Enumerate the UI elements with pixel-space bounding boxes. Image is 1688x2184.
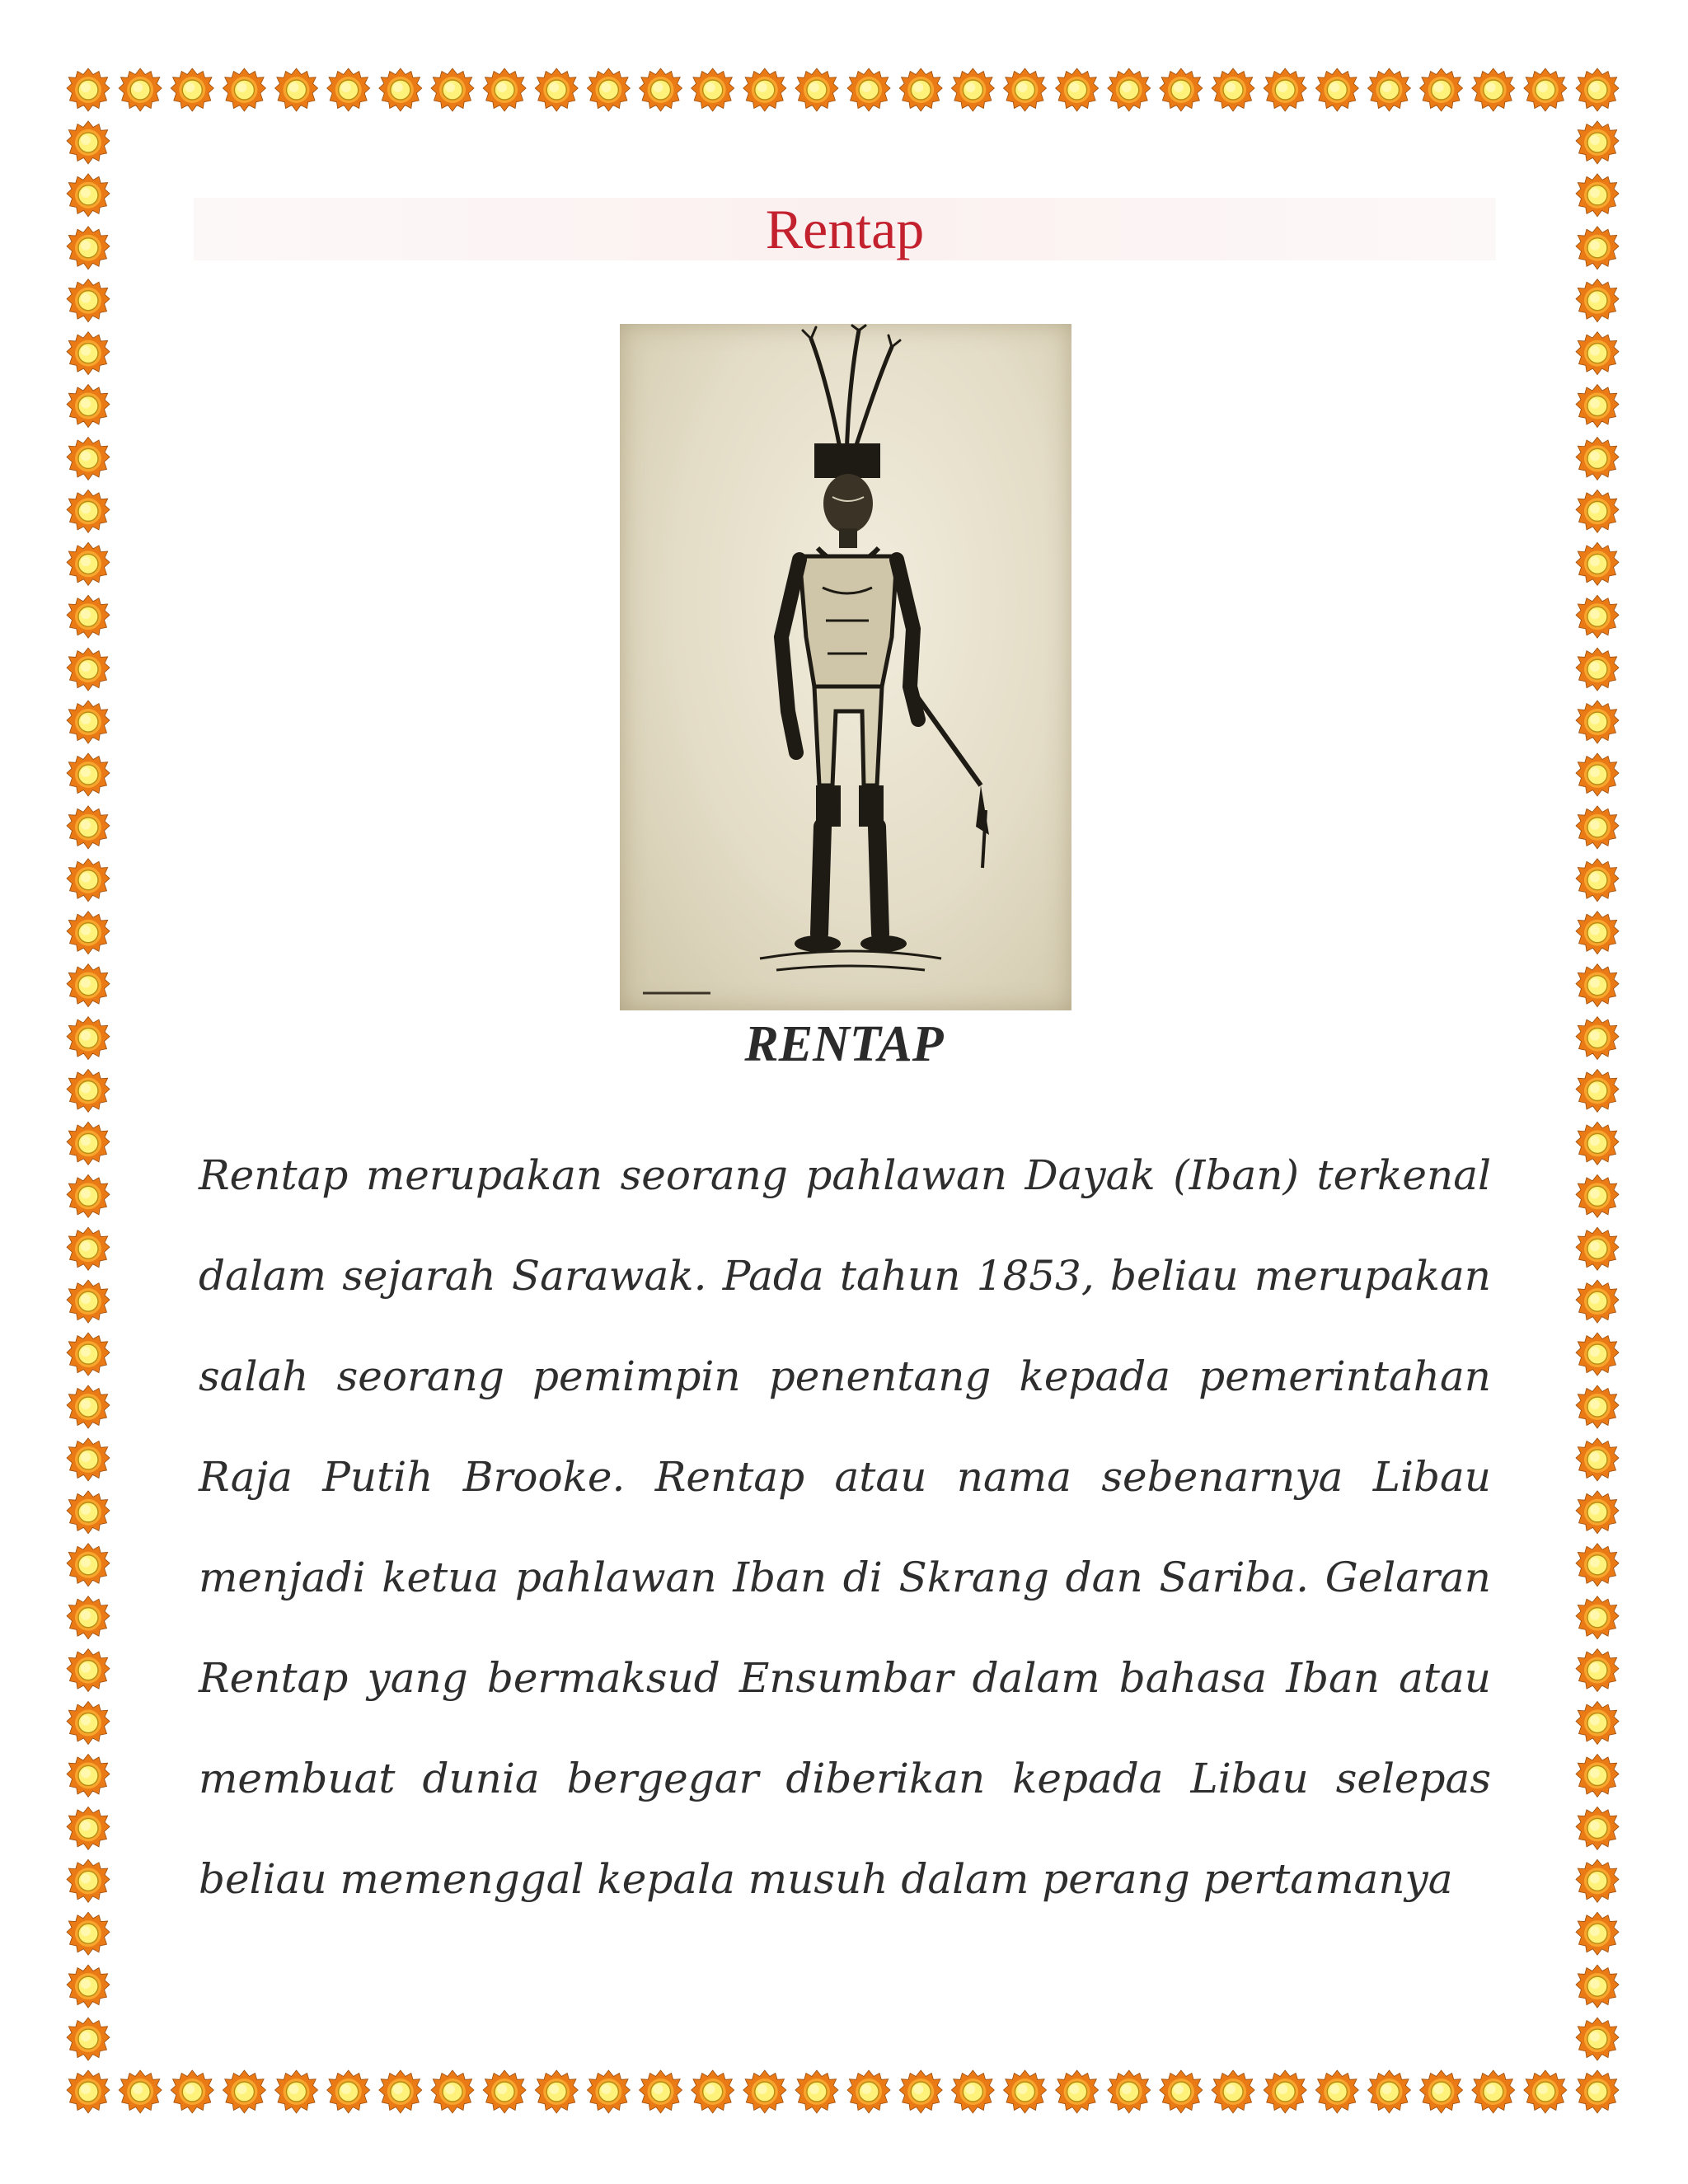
sun-icon — [692, 68, 734, 111]
sun-icon — [67, 1122, 110, 1165]
sun-icon — [743, 68, 786, 111]
sun-icon — [67, 753, 110, 796]
sun-icon — [1576, 1754, 1619, 1797]
sun-icon — [1576, 1912, 1619, 1955]
sun-icon — [1576, 437, 1619, 480]
sun-icon — [67, 1333, 110, 1376]
sun-icon — [743, 2070, 786, 2113]
sun-icon — [1264, 2070, 1306, 2113]
sun-icon — [1576, 227, 1619, 269]
sun-icon — [1420, 2070, 1463, 2113]
sun-icon — [1576, 542, 1619, 585]
sun-icon — [67, 1807, 110, 1849]
sun-icon — [67, 1912, 110, 1955]
body-paragraph: Rentap merupakan seorang pahlawan Dayak (Iban) terkenal dalam sejarah Sarawak. Pada tahun 1853, beliau merupakan salah seorang pemimpin penentang kepada pemerintahan Raja Putih Brooke. Rentap atau nama sebenarnya Libau menjadi ketua pahlawan Iban di Skrang dan Sariba. Gelaran Rentap yang bermaksud Ensumbar dalam bahasa Iban atau membuat dunia bergegar diberikan kepada Libau selepas beliau memenggal kepala musuh dalam perang pertamanya — [199, 1151, 1491, 1903]
sun-icon — [1003, 68, 1046, 111]
sun-icon — [640, 2070, 682, 2113]
title-band — [194, 198, 1496, 260]
sun-icon — [1576, 1227, 1619, 1270]
sun-icon — [223, 68, 265, 111]
sun-icon — [67, 912, 110, 954]
sun-icon — [847, 2070, 890, 2113]
sun-icon — [1576, 753, 1619, 796]
sun-icon — [1576, 174, 1619, 217]
sun-icon — [67, 68, 110, 111]
sun-icon — [535, 2070, 578, 2113]
sun-icon — [223, 2070, 265, 2113]
sun-icon — [1003, 2070, 1046, 2113]
sun-icon — [431, 2070, 474, 2113]
sun-icon — [951, 68, 994, 111]
sun-icon — [1576, 701, 1619, 743]
sun-icon — [795, 2070, 838, 2113]
sun-icon — [67, 437, 110, 480]
sun-icon — [1576, 385, 1619, 428]
sun-icon — [275, 68, 318, 111]
sun-icon — [1524, 68, 1567, 111]
sun-icon — [1108, 68, 1151, 111]
sun-icon — [67, 1544, 110, 1586]
sun-icon — [1472, 68, 1515, 111]
sun-icon — [1367, 2070, 1410, 2113]
sun-icon — [1576, 648, 1619, 691]
sun-icon — [67, 2018, 110, 2060]
sun-icon — [1056, 68, 1099, 111]
sun-icon — [275, 2070, 318, 2113]
sun-icon — [67, 1965, 110, 2008]
sun-icon — [67, 174, 110, 217]
sun-icon — [67, 1649, 110, 1692]
sun-icon — [1576, 964, 1619, 1007]
sun-icon — [67, 2070, 110, 2113]
sun-icon — [587, 68, 630, 111]
sun-icon — [67, 1596, 110, 1639]
sun-icon — [951, 2070, 994, 2113]
sun-icon — [1576, 1807, 1619, 1849]
sun-icon — [1576, 1438, 1619, 1481]
sun-icon — [587, 2070, 630, 2113]
sun-icon — [1576, 1596, 1619, 1639]
sun-icon — [119, 68, 162, 111]
sun-icon — [119, 2070, 162, 2113]
sun-icon — [67, 964, 110, 1007]
sun-icon — [67, 385, 110, 428]
sun-icon — [379, 2070, 422, 2113]
sun-icon — [1576, 1333, 1619, 1376]
sun-icon — [640, 68, 682, 111]
sun-icon — [67, 1702, 110, 1745]
sun-icon — [1576, 1649, 1619, 1692]
sun-icon — [431, 68, 474, 111]
sun-icon — [1524, 2070, 1567, 2113]
sun-icon — [327, 2070, 370, 2113]
sun-icon — [67, 701, 110, 743]
warrior-sketch-image — [620, 324, 1071, 1010]
sun-icon — [899, 68, 942, 111]
sun-icon — [1576, 121, 1619, 164]
sun-icon — [1576, 68, 1619, 111]
sun-icon — [67, 490, 110, 532]
sun-icon — [1108, 2070, 1151, 2113]
sun-icon — [1576, 279, 1619, 322]
sun-icon — [483, 2070, 526, 2113]
sun-icon — [1576, 332, 1619, 375]
sun-icon — [67, 859, 110, 902]
sun-icon — [67, 1438, 110, 1481]
sun-icon — [795, 68, 838, 111]
sun-icon — [1264, 68, 1306, 111]
sun-icon — [1576, 806, 1619, 849]
sun-icon — [535, 68, 578, 111]
sun-icon — [1576, 1859, 1619, 1902]
sun-icon — [1576, 859, 1619, 902]
sun-icon — [67, 1174, 110, 1217]
sun-icon — [67, 1491, 110, 1534]
sun-icon — [483, 68, 526, 111]
sun-icon — [67, 1859, 110, 1902]
sun-icon — [379, 68, 422, 111]
sun-icon — [67, 806, 110, 849]
sun-icon — [1160, 68, 1203, 111]
sun-icon — [1160, 2070, 1203, 2113]
sun-icon — [67, 227, 110, 269]
sun-icon — [1576, 1965, 1619, 2008]
sun-icon — [1056, 2070, 1099, 2113]
sun-icon — [1576, 1070, 1619, 1113]
sun-icon — [1576, 1491, 1619, 1534]
sun-icon — [692, 2070, 734, 2113]
sun-icon — [1576, 595, 1619, 638]
sun-icon — [1576, 1702, 1619, 1745]
sun-icon — [1367, 68, 1410, 111]
warrior-sketch-icon — [620, 324, 1071, 1010]
sun-icon — [67, 1754, 110, 1797]
sun-icon — [1576, 1544, 1619, 1586]
sun-icon — [1212, 2070, 1254, 2113]
sun-icon — [1576, 2018, 1619, 2060]
sun-icon — [67, 1385, 110, 1428]
sun-icon — [67, 1227, 110, 1270]
image-caption: RENTAP — [744, 1016, 944, 1072]
sun-icon — [847, 68, 890, 111]
sun-icon — [67, 332, 110, 375]
sun-icon — [67, 648, 110, 691]
sun-icon — [1315, 68, 1358, 111]
sun-icon — [67, 595, 110, 638]
sun-icon — [67, 542, 110, 585]
sun-icon — [171, 2070, 213, 2113]
sun-icon — [1576, 490, 1619, 532]
sun-icon — [1576, 1122, 1619, 1165]
sun-icon — [67, 1070, 110, 1113]
sun-icon — [1315, 2070, 1358, 2113]
sun-icon — [327, 68, 370, 111]
sun-icon — [67, 279, 110, 322]
sun-icon — [1576, 1174, 1619, 1217]
sun-icon — [1576, 2070, 1619, 2113]
sun-icon — [899, 2070, 942, 2113]
sun-icon — [1420, 68, 1463, 111]
sun-icon — [171, 68, 213, 111]
sun-icon — [1576, 1385, 1619, 1428]
sun-icon — [67, 121, 110, 164]
sun-icon — [67, 1280, 110, 1323]
page-title: Rentap — [765, 198, 925, 260]
sun-icon — [1212, 68, 1254, 111]
sun-icon — [1576, 1280, 1619, 1323]
sun-icon — [1576, 912, 1619, 954]
sun-icon — [1472, 2070, 1515, 2113]
